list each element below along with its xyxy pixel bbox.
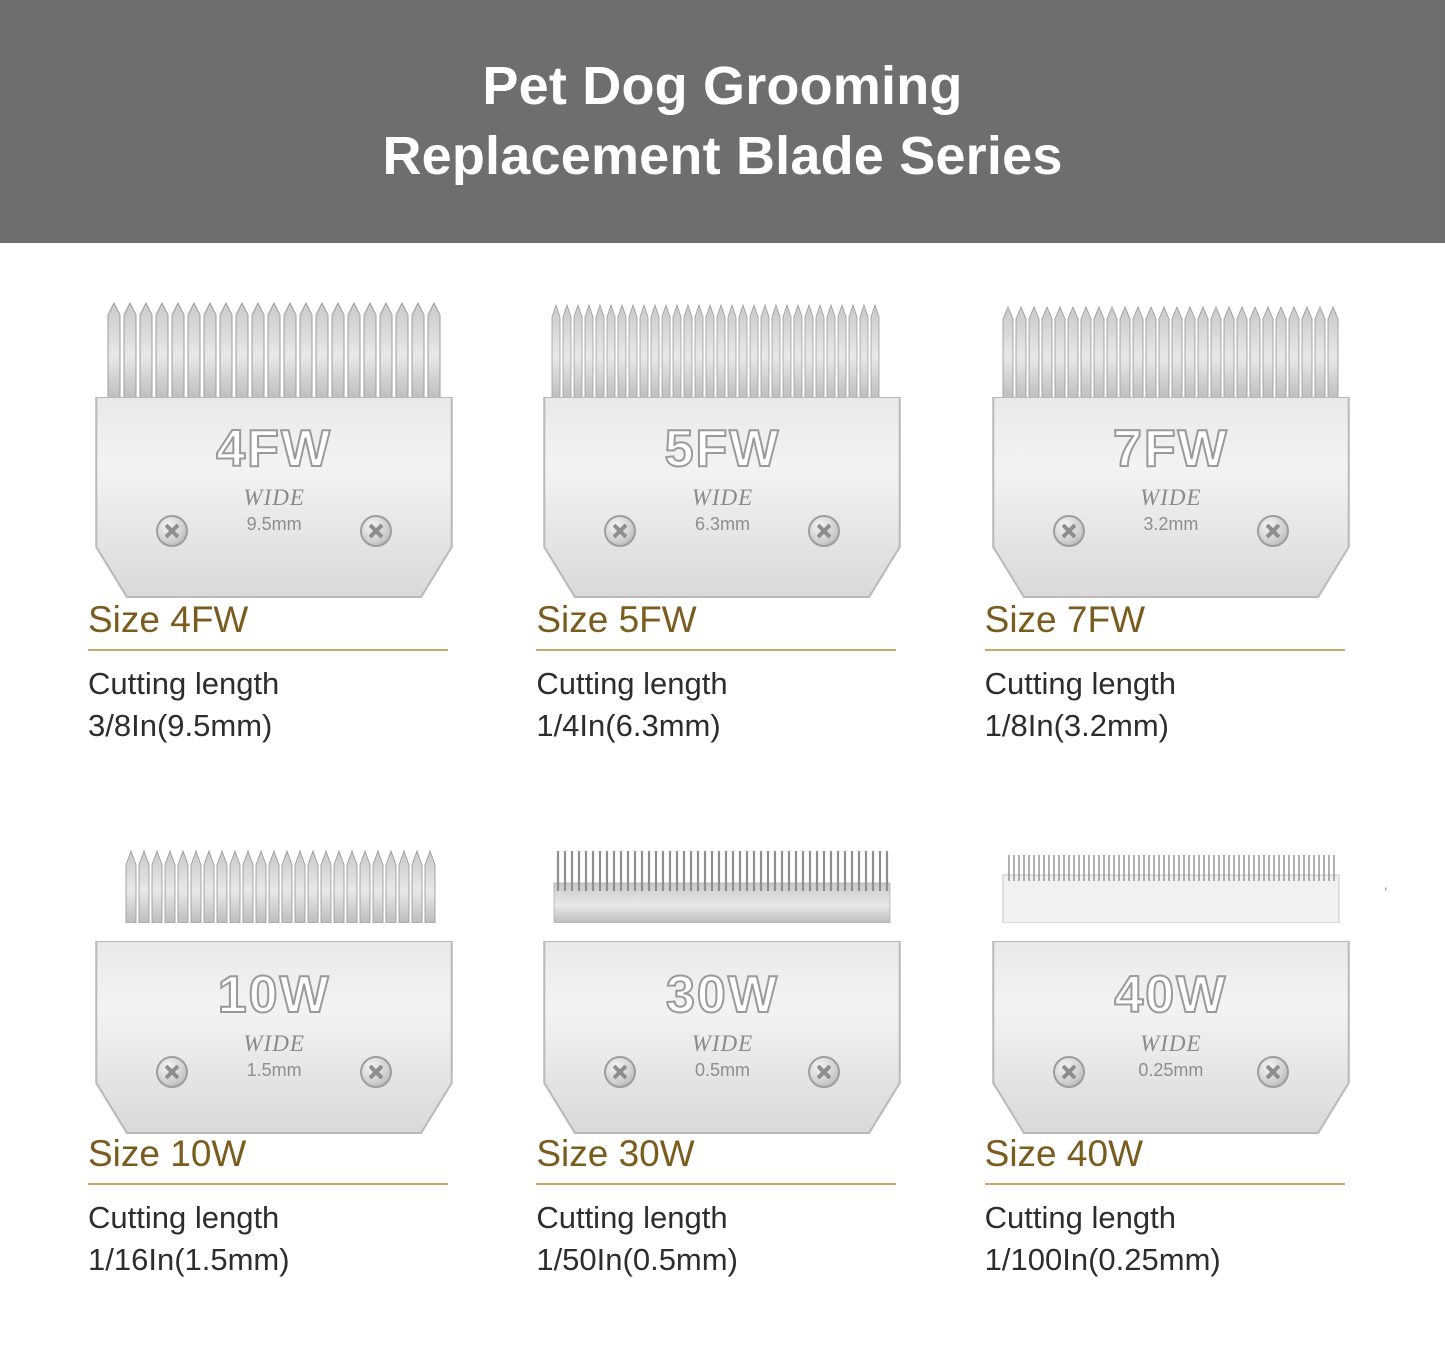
blade-card-4fw xyxy=(70,273,478,747)
blade-body-4fw xyxy=(84,397,464,607)
blade-engraved-wide: WIDE xyxy=(691,485,754,510)
screw-icon xyxy=(808,1056,840,1088)
screw-icon xyxy=(156,515,188,547)
blade-cut-label: Cutting length xyxy=(984,666,1176,701)
blade-size-title: Size 40W xyxy=(985,1133,1345,1185)
blade-card-5fw xyxy=(518,273,926,747)
blade-size-title: Size 5FW xyxy=(536,599,896,651)
blade-engraved-wide: WIDE xyxy=(1140,485,1202,510)
blade-engraved-mm: 3.2mm xyxy=(1143,514,1199,534)
blade-teeth-5fw xyxy=(532,299,912,399)
blade-body-10w xyxy=(84,941,464,1141)
blade-teeth-40w xyxy=(981,843,1361,943)
blade-cut-value: 1/8In(3.2mm) xyxy=(984,707,1169,743)
screw-icon xyxy=(808,515,840,547)
blade-teeth-4fw xyxy=(84,299,464,399)
screw-icon xyxy=(360,515,392,547)
blade-engraved-size: 4FW xyxy=(216,420,333,478)
page-title-line-1: Pet Dog Grooming xyxy=(482,56,963,117)
blade-cut-label: Cutting length xyxy=(88,1199,280,1235)
blade-caption-10w xyxy=(70,1133,478,1281)
blade-image-4fw xyxy=(70,273,478,599)
blade-engraved-wide: WIDE xyxy=(691,1030,754,1056)
blade-body-5fw xyxy=(532,397,912,607)
blade-engraved-size: 40W xyxy=(1114,965,1228,1024)
screw-icon xyxy=(604,515,636,547)
blade-image-30w xyxy=(518,823,926,1133)
blade-cut-value: 1/16In(1.5mm) xyxy=(88,1241,290,1277)
blade-engraved-size: 5FW xyxy=(664,420,781,478)
screw-icon xyxy=(604,1056,636,1088)
blade-grid-row-1 xyxy=(0,243,1445,747)
page-header xyxy=(0,0,1445,243)
blade-caption-40w xyxy=(967,1133,1375,1281)
blade-cut-value: 1/50In(0.5mm) xyxy=(536,1241,738,1277)
blade-size-title: Size 30W xyxy=(536,1133,896,1185)
screw-icon xyxy=(1053,1056,1085,1088)
blade-engraved-mm: 6.3mm xyxy=(694,514,750,534)
page-title-line-2: Replacement Blade Series xyxy=(382,125,1063,186)
blade-size-title: Size 4FW xyxy=(88,599,448,651)
blade-body-40w xyxy=(981,941,1361,1141)
blade-caption-30w xyxy=(518,1133,926,1281)
screw-icon xyxy=(1053,515,1085,547)
row-divider-space xyxy=(0,747,1445,793)
blade-engraved-size: 10W xyxy=(217,965,331,1024)
blade-cut-label: Cutting length xyxy=(536,666,728,701)
screw-icon xyxy=(1257,1056,1289,1088)
blade-cut-label: Cutting length xyxy=(88,666,280,701)
blade-engraved-mm: 0.5mm xyxy=(694,1059,750,1080)
blade-engraved-wide: WIDE xyxy=(1140,1030,1202,1056)
screw-icon xyxy=(360,1056,392,1088)
blade-teeth-7fw xyxy=(981,299,1361,399)
blade-caption-7fw xyxy=(967,599,1375,747)
blade-image-40w xyxy=(967,823,1375,1133)
blade-engraved-mm: 1.5mm xyxy=(246,1059,302,1080)
blade-image-5fw xyxy=(518,273,926,599)
blade-engraved-wide: WIDE xyxy=(243,1030,305,1056)
blade-grid-row-2 xyxy=(0,793,1445,1281)
screw-icon xyxy=(156,1056,188,1088)
blade-image-7fw xyxy=(967,273,1375,599)
blade-image-10w xyxy=(70,823,478,1133)
blade-card-7fw xyxy=(967,273,1375,747)
blade-cut-label: Cutting length xyxy=(536,1199,728,1235)
blade-engraved-size: 30W xyxy=(666,965,779,1024)
corner-mark: ' xyxy=(1384,884,1387,900)
blade-size-title: Size 10W xyxy=(88,1133,448,1185)
blade-card-10w xyxy=(70,823,478,1281)
blade-card-40w xyxy=(967,823,1375,1281)
blade-size-title: Size 7FW xyxy=(985,599,1345,651)
blade-cut-label: Cutting length xyxy=(984,1199,1176,1235)
blade-card-30w xyxy=(518,823,926,1281)
blade-teeth-30w xyxy=(532,843,912,943)
blade-caption-4fw xyxy=(70,599,478,747)
blade-cut-value: 1/4In(6.3mm) xyxy=(536,707,721,743)
blade-engraved-mm: 9.5mm xyxy=(246,514,302,534)
blade-cut-value: 1/100In(0.25mm) xyxy=(984,1241,1221,1277)
blade-engraved-wide: WIDE xyxy=(243,485,305,510)
blade-caption-5fw xyxy=(518,599,926,747)
blade-body-7fw xyxy=(981,397,1361,607)
page-title xyxy=(382,52,1062,190)
blade-body-30w xyxy=(532,941,912,1141)
blade-engraved-mm: 0.25mm xyxy=(1138,1059,1204,1080)
screw-icon xyxy=(1257,515,1289,547)
blade-engraved-size: 7FW xyxy=(1112,420,1229,478)
blade-cut-value: 3/8In(9.5mm) xyxy=(88,707,273,743)
blade-teeth-10w xyxy=(84,843,464,943)
